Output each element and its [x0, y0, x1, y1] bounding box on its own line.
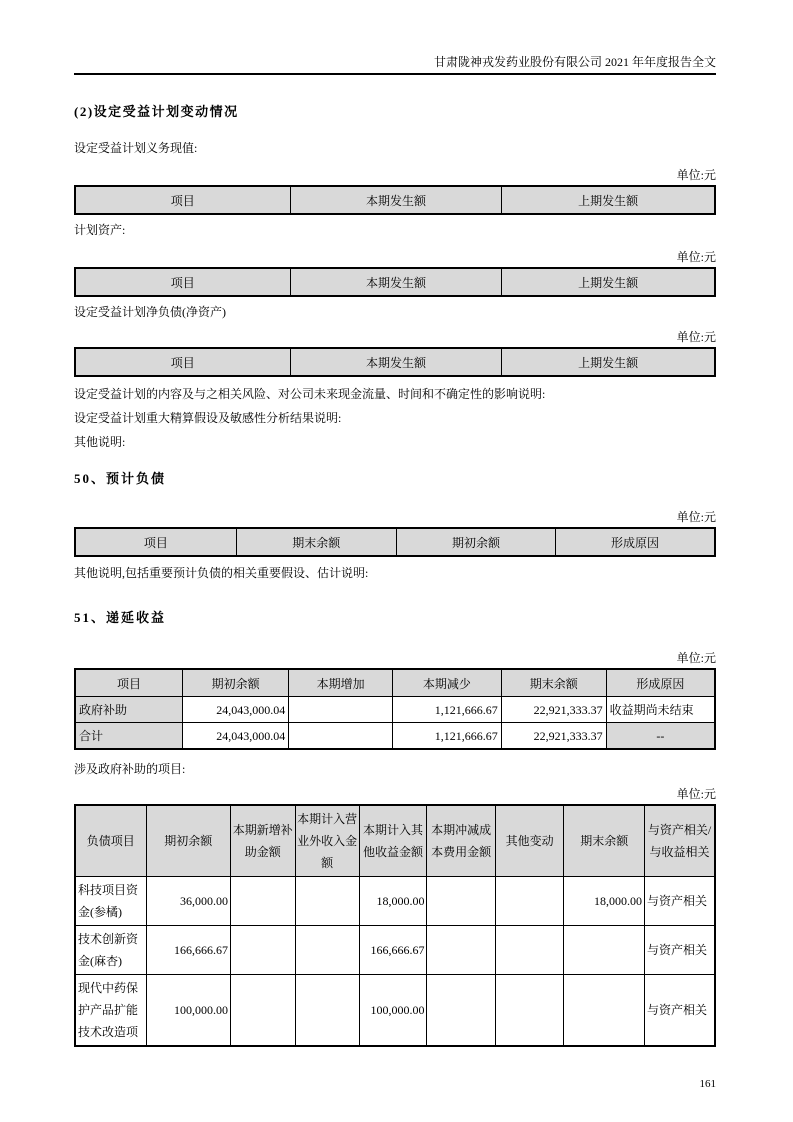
- provisions-table: [74, 527, 716, 557]
- header-cell: 形成原因: [556, 528, 715, 556]
- increase-cell: [289, 723, 393, 750]
- decrease-cell: 1,121,666.67: [392, 723, 501, 750]
- header-cell: 本期计入营业外收入金额: [295, 805, 359, 877]
- gov-subsidy-projects-table: [74, 804, 716, 1047]
- header-cell: 本期增加: [289, 669, 393, 697]
- header-cell: 本期新增补助金额: [231, 805, 296, 877]
- header-cell: 项目: [75, 268, 290, 296]
- page-number: 161: [699, 1078, 716, 1090]
- table-row-total: [75, 723, 715, 750]
- present-value-label: 设定受益计划义务现值:: [74, 141, 198, 155]
- other-change-cell: [495, 877, 563, 926]
- header-cell: 本期计入其他收益金额: [359, 805, 427, 877]
- non-operating-income-cell: [295, 877, 359, 926]
- closing-balance-cell: 22,921,333.37: [501, 723, 606, 750]
- report-title: 甘肃陇神戎发药业股份有限公司 2021 年年度报告全文: [433, 55, 716, 69]
- other-change-cell: [495, 975, 563, 1047]
- new-subsidy-cell: [231, 877, 296, 926]
- non-operating-income-cell: [295, 926, 359, 975]
- new-subsidy-cell: [231, 975, 296, 1047]
- table-header-row: [75, 268, 715, 296]
- opening-balance-cell: 24,043,000.04: [183, 697, 289, 723]
- table-header-row: [75, 528, 715, 556]
- unit-label: 单位:元: [676, 787, 716, 801]
- header-cell: 本期减少: [392, 669, 501, 697]
- unit-label: 单位:元: [676, 330, 716, 344]
- table-row-tcm-protection-project: [75, 975, 715, 1047]
- header-cell: 本期发生额: [290, 268, 502, 296]
- closing-balance-cell: 22,921,333.37: [501, 697, 606, 723]
- asset-related-cell: 与资产相关: [645, 877, 715, 926]
- decrease-cell: 1,121,666.67: [392, 697, 501, 723]
- plan-assets-label: 计划资产:: [74, 223, 126, 237]
- cost-offset-cell: [427, 975, 495, 1047]
- header-cell: 期末余额: [501, 669, 606, 697]
- opening-balance-cell: 100,000.00: [146, 975, 230, 1047]
- header-cell: 本期发生额: [290, 348, 502, 376]
- cost-offset-cell: [427, 877, 495, 926]
- header-cell: 上期发生额: [502, 186, 715, 214]
- closing-balance-cell: [564, 975, 645, 1047]
- header-cell: 项目: [75, 186, 290, 214]
- note-other: 其他说明:: [74, 435, 126, 449]
- other-income-cell: 166,666.67: [359, 926, 427, 975]
- table-header-row: [75, 186, 715, 214]
- unit-label: 单位:元: [676, 510, 716, 524]
- header-cell: 负债项目: [75, 805, 146, 877]
- asset-related-cell: 与资产相关: [645, 975, 715, 1047]
- opening-balance-cell: 36,000.00: [146, 877, 230, 926]
- gov-projects-label: 涉及政府补助的项目:: [74, 762, 186, 776]
- table-row-tech-project-fund: [75, 877, 715, 926]
- header-cell: 期初余额: [396, 528, 555, 556]
- unit-label: 单位:元: [676, 250, 716, 264]
- header-cell: 上期发生额: [502, 268, 715, 296]
- deferred-income-table: [74, 668, 716, 750]
- cost-offset-cell: [427, 926, 495, 975]
- header-cell: 与资产相关/与收益相关: [645, 805, 715, 877]
- reason-cell: 收益期尚未结束: [606, 697, 715, 723]
- header-cell: 期初余额: [183, 669, 289, 697]
- increase-cell: [289, 697, 393, 723]
- opening-balance-cell: 166,666.67: [146, 926, 230, 975]
- heading-defined-benefit-changes: (2)设定受益计划变动情况: [74, 104, 239, 119]
- other-income-cell: 18,000.00: [359, 877, 427, 926]
- header-cell: 形成原因: [606, 669, 715, 697]
- item-cell: 科技项目资金(参橘): [75, 877, 146, 926]
- item-cell: 合计: [75, 723, 183, 750]
- heading-deferred-income: 51、递延收益: [74, 610, 167, 625]
- unit-label: 单位:元: [676, 168, 716, 182]
- provisions-note: 其他说明,包括重要预计负债的相关重要假设、估计说明:: [74, 566, 369, 580]
- item-cell: 技术创新资金(麻杏): [75, 926, 146, 975]
- table-row-innovation-fund: [75, 926, 715, 975]
- plan-assets-table: [74, 267, 716, 297]
- table-header-row: [75, 805, 715, 877]
- header-cell: 期末余额: [564, 805, 645, 877]
- closing-balance-cell: [564, 926, 645, 975]
- asset-related-cell: 与资产相关: [645, 926, 715, 975]
- non-operating-income-cell: [295, 975, 359, 1047]
- reason-cell: --: [606, 723, 715, 750]
- table-row-gov-subsidy: [75, 697, 715, 723]
- closing-balance-cell: 18,000.00: [564, 877, 645, 926]
- header-cell: 项目: [75, 669, 183, 697]
- other-change-cell: [495, 926, 563, 975]
- header-cell: 本期冲减成本费用金额: [427, 805, 495, 877]
- header-cell: 其他变动: [495, 805, 563, 877]
- unit-label: 单位:元: [676, 651, 716, 665]
- header-cell: 期初余额: [146, 805, 230, 877]
- header-cell: 项目: [75, 528, 236, 556]
- other-income-cell: 100,000.00: [359, 975, 427, 1047]
- net-liability-label: 设定受益计划净负债(净资产): [74, 305, 226, 319]
- header-cell: 期末余额: [236, 528, 396, 556]
- item-cell: 现代中药保护产品扩能技术改造项: [75, 975, 146, 1047]
- new-subsidy-cell: [231, 926, 296, 975]
- header-cell: 上期发生额: [502, 348, 715, 376]
- item-cell: 政府补助: [75, 697, 183, 723]
- table-header-row: [75, 348, 715, 376]
- header-cell: 项目: [75, 348, 290, 376]
- heading-provisions: 50、预计负债: [74, 471, 167, 486]
- net-liability-table: [74, 347, 716, 377]
- table-header-row: [75, 669, 715, 697]
- document-header: [74, 54, 716, 75]
- note-actuarial: 设定受益计划重大精算假设及敏感性分析结果说明:: [74, 411, 342, 425]
- header-cell: 本期发生额: [290, 186, 502, 214]
- opening-balance-cell: 24,043,000.04: [183, 723, 289, 750]
- note-content-risk: 设定受益计划的内容及与之相关风险、对公司未来现金流量、时间和不确定性的影响说明:: [74, 387, 546, 401]
- present-value-table: [74, 185, 716, 215]
